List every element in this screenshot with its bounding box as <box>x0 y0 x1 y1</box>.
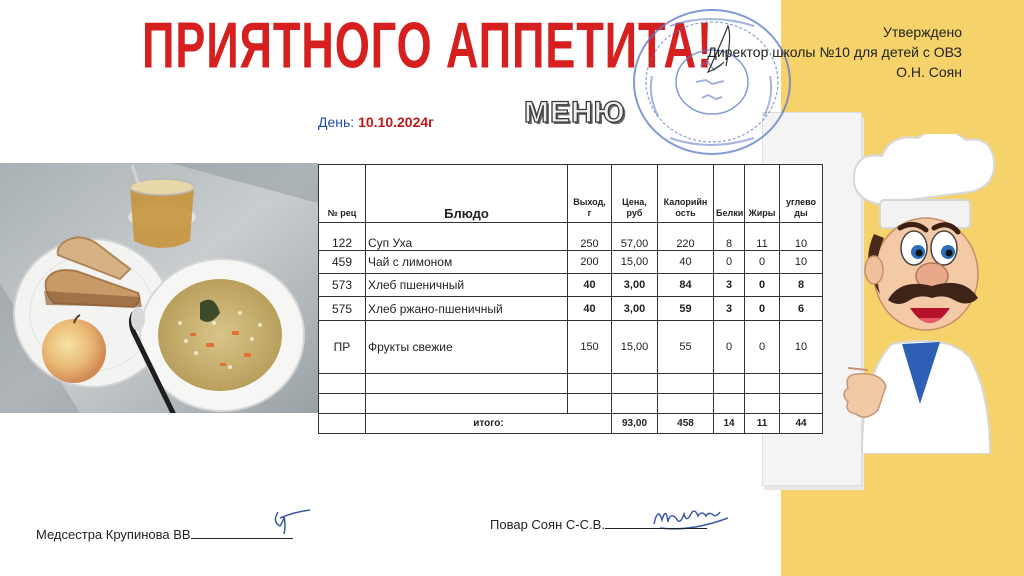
cell-dish: Чай с лимоном <box>366 251 568 274</box>
chef-cartoon <box>838 134 998 454</box>
total-fat: 11 <box>745 414 780 434</box>
col-header-price: Цена, руб <box>612 165 658 223</box>
cell-protein: 0 <box>714 321 745 374</box>
cell-price: 3,00 <box>612 274 658 297</box>
table-row <box>319 223 823 251</box>
cell-price: 15,00 <box>612 321 658 374</box>
school-lunch-photo <box>0 163 318 413</box>
cell-yield: 40 <box>568 297 612 321</box>
cell-calories: 84 <box>658 274 714 297</box>
day-label <box>318 114 434 130</box>
cell-calories: 220 <box>658 223 714 251</box>
cell-fat: 0 <box>745 321 780 374</box>
cook-name: Повар Соян С-С.В. <box>490 517 605 532</box>
total-price: 93,00 <box>612 414 658 434</box>
table-row <box>319 297 823 321</box>
cell-dish: Хлеб ржано-пшеничный <box>366 297 568 321</box>
cell-carbs: 10 <box>780 321 823 374</box>
cell-fat: 0 <box>745 251 780 274</box>
menu-table <box>318 164 823 434</box>
col-header-fat: Жиры <box>745 165 780 223</box>
total-carbs: 44 <box>780 414 823 434</box>
col-header-calories: Калорийн ость <box>658 165 714 223</box>
signature-blank <box>605 516 707 529</box>
cell-protein: 0 <box>714 251 745 274</box>
table-total-row <box>319 414 823 434</box>
table-row <box>319 321 823 374</box>
cell-dish: Хлеб пшеничный <box>366 274 568 297</box>
cell-code: 122 <box>319 223 366 251</box>
cell-yield: 40 <box>568 274 612 297</box>
menu-date: 10.10.2024г <box>358 114 434 130</box>
total-calories: 458 <box>658 414 714 434</box>
approval-line: Утверждено <box>883 24 962 40</box>
total-protein: 14 <box>714 414 745 434</box>
day-separator: : <box>350 114 359 130</box>
col-header-yield: Выход, г <box>568 165 612 223</box>
cell-code: 459 <box>319 251 366 274</box>
col-header-protein: Белки <box>714 165 745 223</box>
table-row <box>319 251 823 274</box>
table-row <box>319 274 823 297</box>
cell-yield: 200 <box>568 251 612 274</box>
approval-director: Директор школы №10 для детей с ОВЗ <box>707 44 962 60</box>
cell-price: 15,00 <box>612 251 658 274</box>
table-header-row <box>319 165 823 223</box>
cell-dish: Суп Уха <box>366 223 568 251</box>
cook-signature-line <box>490 516 707 532</box>
cell-protein: 8 <box>714 223 745 251</box>
cell-fat: 0 <box>745 274 780 297</box>
cell-calories: 55 <box>658 321 714 374</box>
nurse-signature-line <box>36 526 293 542</box>
approval-block <box>707 22 962 82</box>
cell-yield: 150 <box>568 321 612 374</box>
cell-empty <box>319 414 366 434</box>
cell-code: ПР <box>319 321 366 374</box>
cell-yield: 250 <box>568 223 612 251</box>
table-row-empty <box>319 394 823 414</box>
cell-carbs: 6 <box>780 297 823 321</box>
cell-fat: 0 <box>745 297 780 321</box>
cell-protein: 3 <box>714 274 745 297</box>
cell-carbs: 10 <box>780 251 823 274</box>
col-header-dish: Блюдо <box>366 165 568 223</box>
cell-carbs: 10 <box>780 223 823 251</box>
col-header-carbs: углево ды <box>780 165 823 223</box>
cell-price: 57,00 <box>612 223 658 251</box>
cell-fat: 11 <box>745 223 780 251</box>
menu-heading: МЕНЮ <box>524 96 626 129</box>
day-text: День <box>318 114 351 130</box>
nurse-name: Медсестра Крупинова ВВ <box>36 527 191 542</box>
signature-blank <box>191 526 293 539</box>
cell-protein: 3 <box>714 297 745 321</box>
cell-calories: 40 <box>658 251 714 274</box>
cell-calories: 59 <box>658 297 714 321</box>
total-label: итого: <box>366 414 612 434</box>
cell-dish: Фрукты свежие <box>366 321 568 374</box>
col-header-code: № рец <box>319 165 366 223</box>
cell-carbs: 8 <box>780 274 823 297</box>
approval-name: О.Н. Соян <box>896 64 962 80</box>
cell-code: 575 <box>319 297 366 321</box>
page-title: ПРИЯТНОГО АППЕТИТА! <box>142 9 713 82</box>
cell-code: 573 <box>319 274 366 297</box>
cell-price: 3,00 <box>612 297 658 321</box>
table-row-empty <box>319 374 823 394</box>
